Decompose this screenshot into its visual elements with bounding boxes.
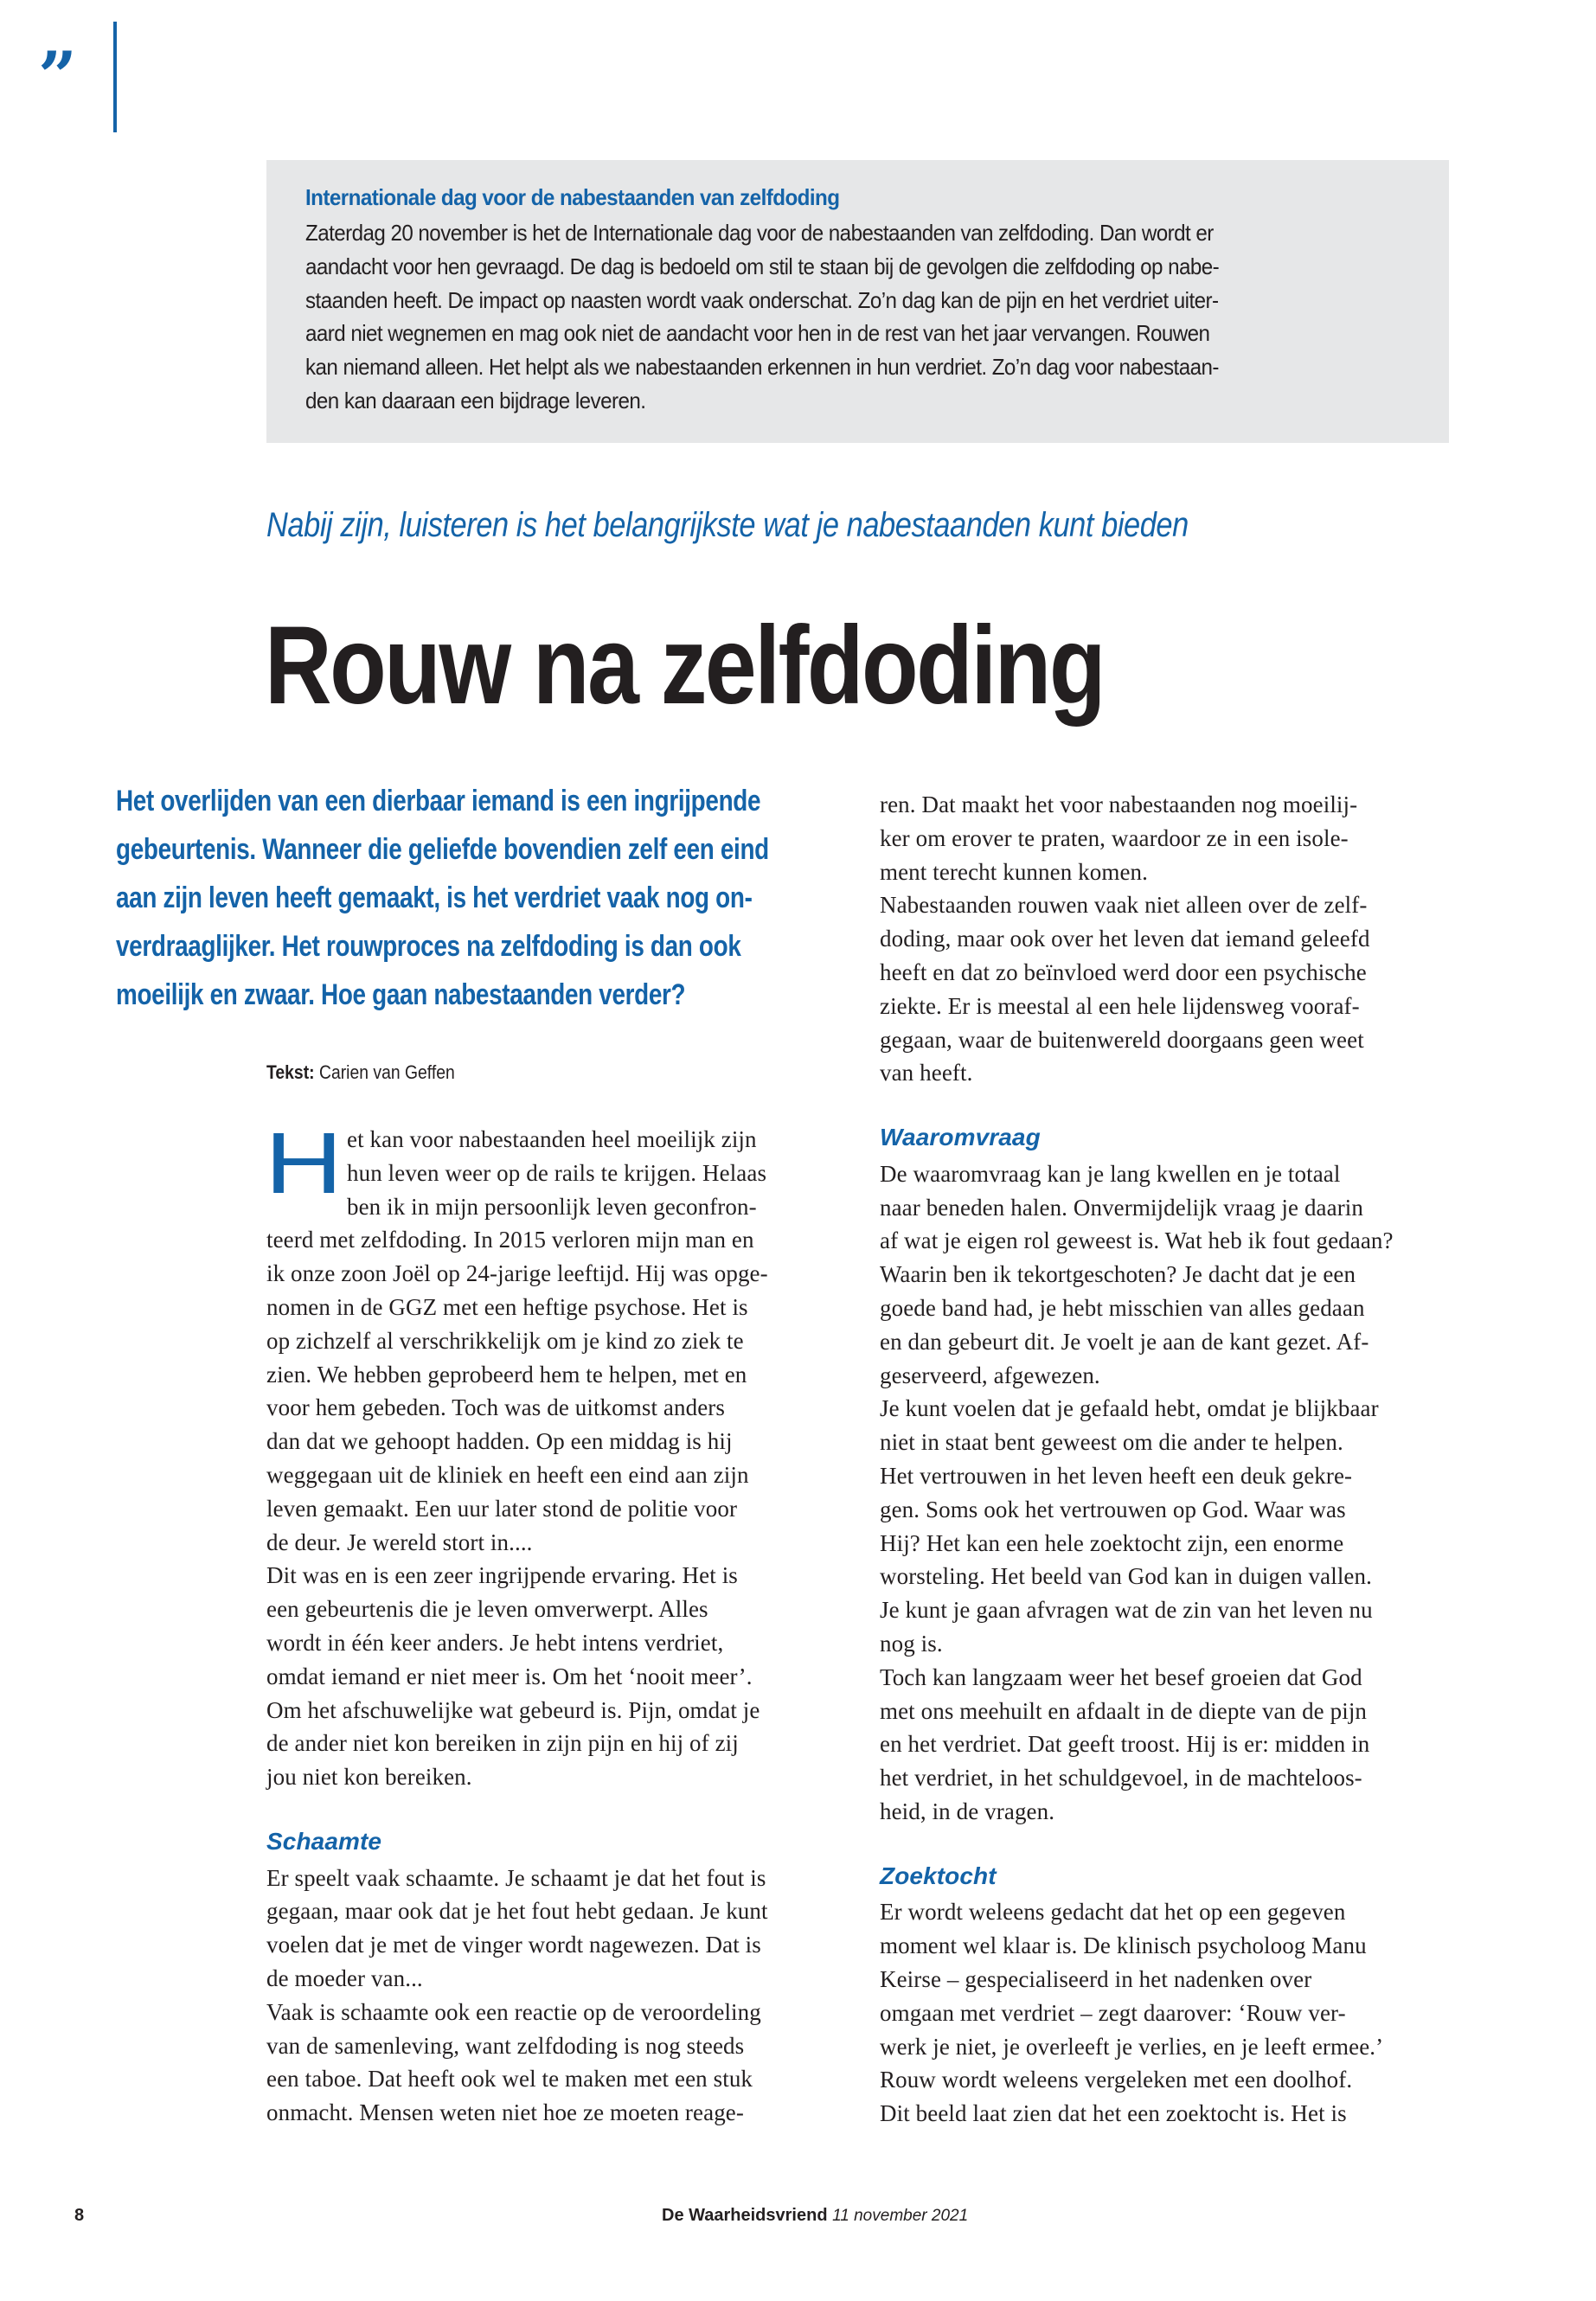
body-line: nog is. <box>880 1631 943 1657</box>
body-line: teerd met zelfdoding. In 2015 verloren mijn man en <box>266 1227 754 1253</box>
info-box-line: aard niet wegnemen en mag ook niet de aandacht voor hen in de rest van het jaar vervangen. Rouwen <box>305 320 1210 347</box>
body-line: heeft en dat zo beïnvloed werd door een psychische <box>880 959 1367 985</box>
body-line: weggegaan uit de kliniek en heeft een eind aan zijn <box>266 1462 749 1488</box>
body-line: De waaromvraag kan je lang kwellen en je totaal <box>880 1160 1341 1187</box>
body-line: een gebeurtenis die je leven omverwerpt. Alles <box>266 1596 708 1623</box>
body-line: wordt in één keer anders. Je hebt intens verdriet, <box>266 1630 724 1656</box>
byline-label: Tekst: <box>266 1061 315 1083</box>
intro-line: moeilijk en zwaar. Hoe gaan nabestaanden verder? <box>116 978 686 1012</box>
body-line: ker om erover te praten, waardoor ze in een isole- <box>880 824 1349 851</box>
intro-line: Het overlijden van een dierbaar iemand is een ingrijpende <box>116 785 761 817</box>
body-line: Vaak is schaamte ook een reactie op de veroordeling <box>266 1998 761 2025</box>
body-line: Je kunt je gaan afvragen wat de zin van het leven nu <box>880 1597 1373 1624</box>
quote-icon: ” <box>38 37 77 116</box>
page-number: 8 <box>74 2206 85 2225</box>
section-heading: Schaamte <box>266 1827 382 1855</box>
body-line: en het verdriet. Dat geeft troost. Hij is er: midden in <box>880 1731 1370 1758</box>
body-line: ment terecht kunnen komen. <box>880 858 1149 885</box>
body-line: Er speelt vaak schaamte. Je schaamt je dat het fout is <box>266 1864 766 1891</box>
info-box-line: kan niemand alleen. Het helpt als we nabestaanden erkennen in hun verdriet. Zo’n dag voor nabestaan- <box>305 354 1219 381</box>
body-line: heid, in de vragen. <box>880 1798 1055 1824</box>
body-line: omdat iemand er niet meer is. Om het ‘nooit meer’. <box>266 1663 753 1689</box>
body-line: niet in staat bent geweest om die ander te helpen. <box>880 1429 1343 1456</box>
body-line: de moeder van... <box>266 1965 423 1991</box>
body-line: zien. We hebben geprobeerd hem te helpen, met en <box>266 1361 747 1388</box>
body-line: Keirse – gespecialiseerd in het nadenken over <box>880 1966 1312 1992</box>
body-line: een taboe. Dat heeft ook wel te maken met een stuk <box>266 2066 753 2093</box>
body-line: ik onze zoon Joël op 24-jarige leeftijd. Hij was opge- <box>266 1260 768 1287</box>
body-line: Het vertrouwen in het leven heeft een deuk gekre- <box>880 1463 1353 1489</box>
body-line: van heeft. <box>880 1060 973 1086</box>
publication-date: 11 november 2021 <box>832 2207 969 2225</box>
body-line: doding, maar ook over het leven dat iemand geleefd <box>880 926 1370 952</box>
body-line: het verdriet, in het schuldgevoel, in de machteloos- <box>880 1765 1362 1791</box>
body-line: ren. Dat maakt het voor nabestaanden nog moeilij- <box>880 792 1358 817</box>
body-line: moment wel klaar is. De klinisch psycholoog Manu <box>880 1932 1367 1959</box>
info-box-line: den kan daaraan een bijdrage leveren. <box>305 388 646 413</box>
info-box-line: staanden heeft. De impact op naasten wordt vaak onderschat. Zo’n dag kan de pijn en het verdriet uiter- <box>305 286 1219 313</box>
info-box-title: Internationale dag voor de nabestaanden van zelfdoding <box>305 184 840 210</box>
body-line: geserveerd, afgewezen. <box>880 1362 1100 1388</box>
body-line: dan dat we gehoopt hadden. Op een middag is hij <box>266 1428 733 1455</box>
body-line: van de samenleving, want zelfdoding is nog steeds <box>266 2032 745 2059</box>
drop-cap: H <box>265 1115 343 1212</box>
byline-author: Carien van Geffen <box>318 1061 455 1083</box>
body-line: nomen in de GGZ met een heftige psychose. Het is <box>266 1294 748 1320</box>
article-title: Rouw na zelfdoding <box>265 604 1104 727</box>
body-line: omgaan met verdriet – zegt daarover: ‘Rouw ver- <box>880 1999 1346 2026</box>
info-box-line: aandacht voor hen gevraagd. De dag is bedoeld om stil te staan bij de gevolgen die zelfdoding op nabe- <box>305 253 1220 279</box>
body-line: Om het afschuwelijke wat gebeurd is. Pijn, omdat je <box>266 1696 760 1723</box>
byline <box>266 1061 455 1084</box>
body-line: de deur. Je wereld stort in.... <box>266 1529 533 1555</box>
publication-name: De Waarheidsvriend <box>662 2206 828 2225</box>
body-line: voelen dat je met de vinger wordt nagewezen. Dat is <box>266 1932 761 1958</box>
body-line: ziekte. Er is meestal al een hele lijdensweg vooraf- <box>880 992 1360 1019</box>
body-line: werk je niet, je overleeft je verlies, en je leeft ermee.’ <box>880 2033 1384 2060</box>
body-line: worsteling. Het beeld van God kan in duigen vallen. <box>880 1563 1372 1590</box>
body-line: Je kunt voelen dat je gefaald hebt, omdat je blijkbaar <box>880 1395 1379 1422</box>
body-line: Rouw wordt weleens vergeleken met een doolhof. <box>880 2067 1353 2093</box>
body-line: Dit was en is een zeer ingrijpende ervaring. Het is <box>266 1562 738 1589</box>
body-line: Dit beeld laat zien dat het een zoektocht is. Het is <box>880 2100 1347 2127</box>
footer-publication <box>662 2206 968 2226</box>
info-box-line: Zaterdag 20 november is het de Internationale dag voor de nabestaanden van zelfdoding. Dan wordt er <box>305 220 1214 246</box>
body-line: Hij? Het kan een hele zoektocht zijn, een enorme <box>880 1529 1344 1556</box>
intro-line: aan zijn leven heeft gemaakt, is het verdriet vaak nog on- <box>116 881 753 915</box>
info-box <box>266 160 1449 443</box>
body-line: gegaan, maar ook dat je het fout hebt gedaan. Je kunt <box>266 1898 768 1925</box>
vertical-rule <box>113 22 117 132</box>
body-line: gen. Soms ook het vertrouwen op God. Waar was <box>880 1496 1346 1522</box>
article-subtitle: Nabij zijn, luisteren is het belangrijkste wat je nabestaanden kunt bieden <box>266 506 1189 544</box>
body-line: et kan voor nabestaanden heel moeilijk zijn <box>347 1126 757 1152</box>
body-line: ben ik in mijn persoonlijk leven geconfron- <box>347 1193 757 1220</box>
section-heading: Waaromvraag <box>880 1124 1041 1150</box>
body-line: hun leven weer op de rails te krijgen. Helaas <box>347 1159 767 1186</box>
body-line: voor hem gebeden. Toch was de uitkomst anders <box>266 1394 725 1421</box>
body-line: Er wordt weleens gedacht dat het op een gegeven <box>880 1899 1346 1926</box>
body-line: op zichzelf al verschrikkelijk om je kind zo ziek te <box>266 1327 744 1354</box>
body-line: Nabestaanden rouwen vaak niet alleen over de zelf- <box>880 892 1368 919</box>
body-line: naar beneden halen. Onvermijdelijk vraag je daarin <box>880 1194 1364 1221</box>
body-line: en dan gebeurt dit. Je voelt je aan de kant gezet. Af- <box>880 1328 1369 1355</box>
body-line: af wat je eigen rol geweest is. Wat heb ik fout gedaan? <box>880 1227 1394 1254</box>
intro-line: verdraaglijker. Het rouwproces na zelfdoding is dan ook <box>116 930 741 964</box>
body-line: onmacht. Mensen weten niet hoe ze moeten reage- <box>266 2099 744 2126</box>
body-line: leven gemaakt. Een uur later stond de politie voor <box>266 1495 738 1522</box>
body-line: Toch kan langzaam weer het besef groeien dat God <box>880 1663 1362 1690</box>
body-line: gegaan, waar de buitenwereld doorgaans geen weet <box>880 1026 1364 1053</box>
body-line: jou niet kon bereiken. <box>266 1764 472 1791</box>
body-line: goede band had, je hebt misschien van alles gedaan <box>880 1295 1365 1321</box>
body-line: de ander niet kon bereiken in zijn pijn en hij of zij <box>266 1730 739 1757</box>
body-line: met ons meehuilt en afdaalt in de diepte van de pijn <box>880 1697 1368 1724</box>
body-line: Waarin ben ik tekortgeschoten? Je dacht dat je een <box>880 1261 1356 1288</box>
intro-line: gebeurtenis. Wanneer die geliefde bovendien zelf een eind <box>116 833 769 867</box>
section-heading: Zoektocht <box>880 1862 997 1889</box>
